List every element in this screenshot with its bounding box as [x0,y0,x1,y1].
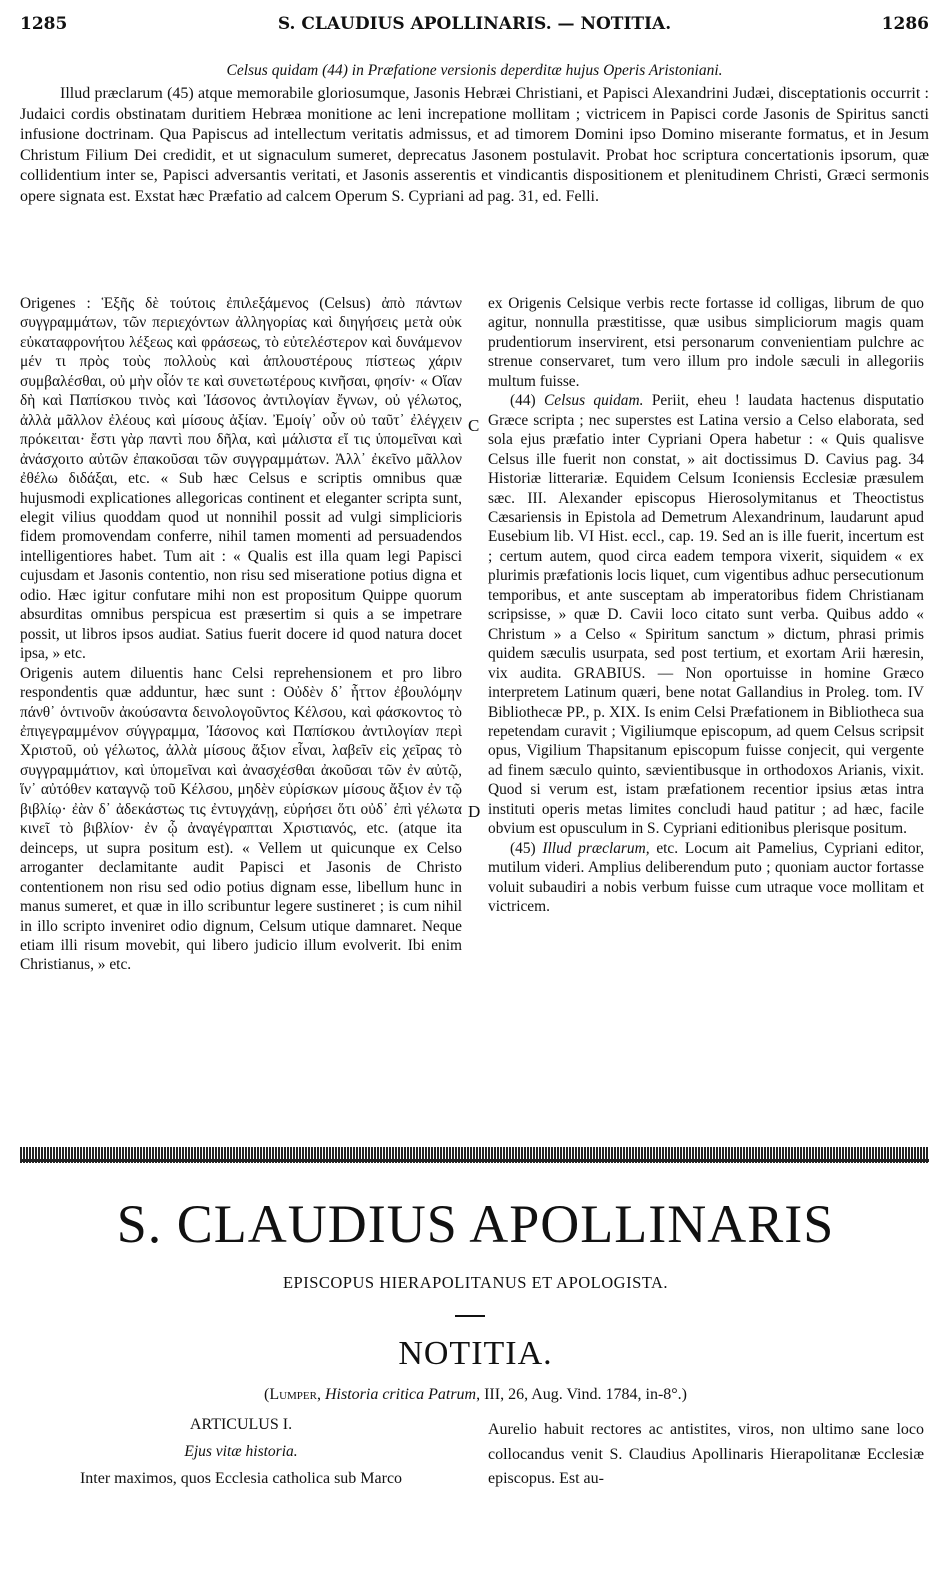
note-45 [488,839,924,917]
note-45-label: (45) [510,839,536,857]
running-header [20,14,929,40]
ref-open: ( [263,1386,270,1403]
ref-rest: , III, 26, Aug. Vind. 1784, in-8°.) [476,1386,687,1403]
notitia-heading: NOTITIA. [398,1335,553,1372]
bottom-right-text [488,1418,924,1492]
section-title: S. CLAUDIUS APOLLINARIS [116,1194,835,1254]
bibliographic-reference: (Lumper, Historia critica Patrum, III, 26, Aug. Vind. 1784, in-8°.) [263,1386,687,1403]
running-title: S. CLAUDIUS APOLLINARIS. — NOTITIA. [277,14,672,34]
margin-letter-d: D [468,802,481,821]
note-44 [488,391,924,838]
right-paragraph-continuation: ex Origenis Celsique verbis recte fortasse id colligas, librum de quo agitur, nonnulla præstitisse, quæ usibus simpliciorum magis quam prudentiorum inservirent, etsi personarum convenientiam pulchre ac strenue conservaret, tum vero illum pro indole sæculi in allegoriis multum fuisse. [488,295,924,390]
intro-text: Illud præclarum (45) atque memorabile gloriosumque, Jasonis Hebræi Christiani, et Papisci Alexandrini Judæi, disceptationis occurrit : Judaici cordis obstinatam duritiem Hebræa monitione ac leni increpatione mollitam ; victricem in Papisci corde Jasonis de Spiritus sancti infusione doctrinam. Qua Papiscus ad intellectum veritatis admissus, et ad timorem Domini ipso Domino miserante formatus, et in Jesum Christum Filium Dei credidit, et ut signaculum sumeret, deprecatus Jasonem postulavit. Probat hoc scriptura concertationis ipsorum, quæ collidentium inter se, Papisci adversantis veritati, et Jasonis asserentis et vindicantis dispositionem et plenitudinem Christi, Græci sermonis opere signata est. Exstat hæc Præfatio ad calcem Operum S. Cypriani ad pag. 31, ed. Felli. [20,85,929,205]
note-44-label: (44) [510,392,536,410]
left-column [20,294,462,975]
bottom-right-paragraph: Aurelio habuit rectores ac antistites, viros, non ultimo sane loco collocandus venit S. Claudius Apollinaris Hierapolitanæ Ecclesiæ episcopus. Est au- [488,1421,924,1488]
vita-subheading: Ejus vitæ historia. [184,1443,298,1460]
page-number-right: 1286 [881,14,929,34]
note-45-text: etc. Locum ait Pamelius, Cypriani editor, mutilum videri. Amplius deliberendum puto ; quoniam auctor fortasse voluit subaudiri a nobis verbum fuisse cum utraque voce mollitam et victricem. [488,839,924,916]
articulus-heading: ARTICULUS I. [189,1416,293,1433]
bottom-left-text: Inter maximos, quos Ecclesia catholica sub Marco [79,1470,403,1487]
ref-title: Historia critica Patrum [324,1386,477,1403]
section-divider [20,1147,929,1163]
note-44-text: Periit, eheu ! laudata hactenus disputatio Græce scripta ; nec superstes est Latina versio a Celso elaborata, sed sola ejus præfatio inter Cypriani Opera habetur : « Quis qualisve Celsus ille fuerit non constat, » ait doctissimus D. Cavius pag. 34 Historiæ litterariæ. Equidem Celsum Iconiensis Ecclesiæ præsulem sæc. III. Alexander episcopus Hierosolymitanus et Theoctistus Cæsariensis in Epistola ad Demetrum Alexandrinum, laudarunt apud Eusebium lib. VI Hist. eccl., cap. 19. Sed an is ille fuerit, incertum est ; certum autem, quod circa eadem tempora vixerit, siquidem « ex plurimis præfationis locis liquet, cum vigentibus adhuc persecutionum temporibus, et ante susceptam ab imperatoribus fidem Christianam scripsisse, » quæ D. Cavii loco citato sunt verba. Quibus addo « Christum » a Celso « Spiritum sanctum » dictum, phrasi primis quidem sæculis usurpata, sed post tertium, et exortam Arii hæresin, vix audita. GRABIUS. — Non oportuisse in homine Græco interpretem Latinum quæri, bene notat Gallandius in Proleg. tom. IV Bibliothecæ PP., p. XIX. Is enim Celsi Præfationem in Bibliotheca sua repetendam curavit ; Vigiliumque episcopum, ad quem Celsus scripsit opus, Vigilium Thapsitanum episcopum fuisse conjecit, qui vergente ad finem sæculo quinto, sævientibusque in orthodoxos Arianis, vixit. Quod si verum est, istam præfationem recentior ipsius ætas intra instituti operis metas limites concludi haud patitur ; ad hæc, facile obvium est opusculum in S. Cypriani editionibus plerisque positum. [488,392,924,838]
right-column [488,294,924,917]
left-paragraph-origenes: Origenes : Ἑξῆς δὲ τούτοις ἐπιλεξάμενος (Celsus) ἀπὸ πάντων συγγραμμάτων, τῶν περιεχόντων ἀλληγορίας καὶ διηγήσεις μετὰ οὐκ εὐκαταφρονήτου λέξεως καὶ φράσεως, τὸ εὐτελέστερον καὶ δυνάμενον μέν τι πρὸς τοὺς πολλοὺς καὶ ἁπλουστέρους πίστεως χάριν συμβαλέσθαι, οὐ μὴν οἷόν τε καὶ συνετωτέρους κινῆσαι, φησίν· « Οἵαν δὴ καὶ Παπίσκου τινὸς καὶ Ἰάσονος ἀντιλογίαν ἔγνων, οὐ γέλωτος, ἀλλὰ μᾶλλον ἐλέους καὶ μίσους ἀξίαν. Ἐμοίγ᾽ οὖν οὐ ταῦτ᾽ ἐλέγχειν πρόκειται· ἔστι γὰρ παντὶ που δῆλα, καὶ μάλιστα εἴ τις ὑπομεῖναι καὶ ἀνάσχοιτο αὐτῶν ἐπακοῦσαι τῶν συγγραμμάτων. Ἀλλ᾽ ἐκεῖνο μᾶλλον ἐθέλω διδάξαι, etc. « Sub hæc Celsus e scriptis omnibus quæ hujusmodi explicationes allegoricas continent et eleganter scripta sunt, elegit vilius quoddam quod ut nonnihil possit ad vulgi simplicioris fidem promovendam conferre, nihil tamen momenti ad persuadendos intelligentiores habet. Tum ait : « Qualis est illa quam legi Papisci cujusdam et Jasonis contentio, non risu sed miseratione potius digna et odio. Hæc igitur confutare mihi non est propositum Quippe quorum absurditas omnibus perspicua est præsertim si quis a se impetrare possit, ut libros ipsos audiat. Satius fuerit docere id quod natura docet ipsa, » etc. [20,295,462,663]
intro-paragraph [20,84,929,208]
section-subtitle: EPISCOPUS HIERAPOLITANUS ET APOLOGISTA. [282,1273,669,1292]
note-45-lemma: Illud præclarum, [542,839,650,857]
title-dash [455,1315,485,1317]
page-number-left: 1285 [20,14,68,34]
left-paragraph-response: Origenis autem diluentis hanc Celsi reprehensionem et pro libro respondentis quæ adduntur, hæc sunt : Οὐδὲν δ᾽ ἧττον ἐβουλόμην πάνθ᾽ ὁντινοῦν ἀκούσαντα δεινολογοῦντος Κέλσου, καὶ φάσκοντος τὸ ἐπιγεγραμμένον σύγγραμμα, Ἰάσονος καὶ Παπίσκου ἀντιλογίαν περὶ Χριστοῦ, οὐ γέλωτος, ἀλλὰ μίσους ἄξιον εἶναι, λαβεῖν εἰς χεῖρας τὸ συγγραμμάτιον, καὶ ὑπομεῖναι καὶ ἀνασχέσθαι ἀκοῦσαι τῶν ἐν αὐτῷ, ἵν᾽ αὐτόθεν καταγνῷ τοῦ Κέλσου, μηδὲν εὑρίσκων μίσους ἄξιον ἐν τῷ βιβλίῳ· ἐὰν δ᾽ ἀδεκάστως τις ἐντυγχάνῃ, εὑρήσει ὅτι οὐδ᾽ ἐπὶ γέλωτα κινεῖ τὸ βιβλίον· ἐν ᾧ ἀναγέγραπται Χριστιανός, etc. (atque ita deinceps, ut supra positum est). « Vellem ut quicunque ex Celso arroganter declamitante audit Papisci et Jasonis de Christo contentionem non risu sed odio potius dignam esse, libellum hunc in manus sumeret, et quæ in illo scribuntur legere sustineret ; is cum nihil in illo scripto inveniret odio dignum, Celsum utique damnaret. Neque etiam illi risum movebit, qui libero judicio illum evolverit. Ibi enim Christianus, » etc. [20,664,462,974]
margin-letter-c: C [468,416,480,435]
section-caption: Celsus quidam (44) in Præfatione versionis deperditæ hujus Operis Aristoniani. [226,62,723,79]
note-44-lemma: Celsus quidam. [544,392,644,410]
ref-author: Lumper [269,1386,317,1403]
